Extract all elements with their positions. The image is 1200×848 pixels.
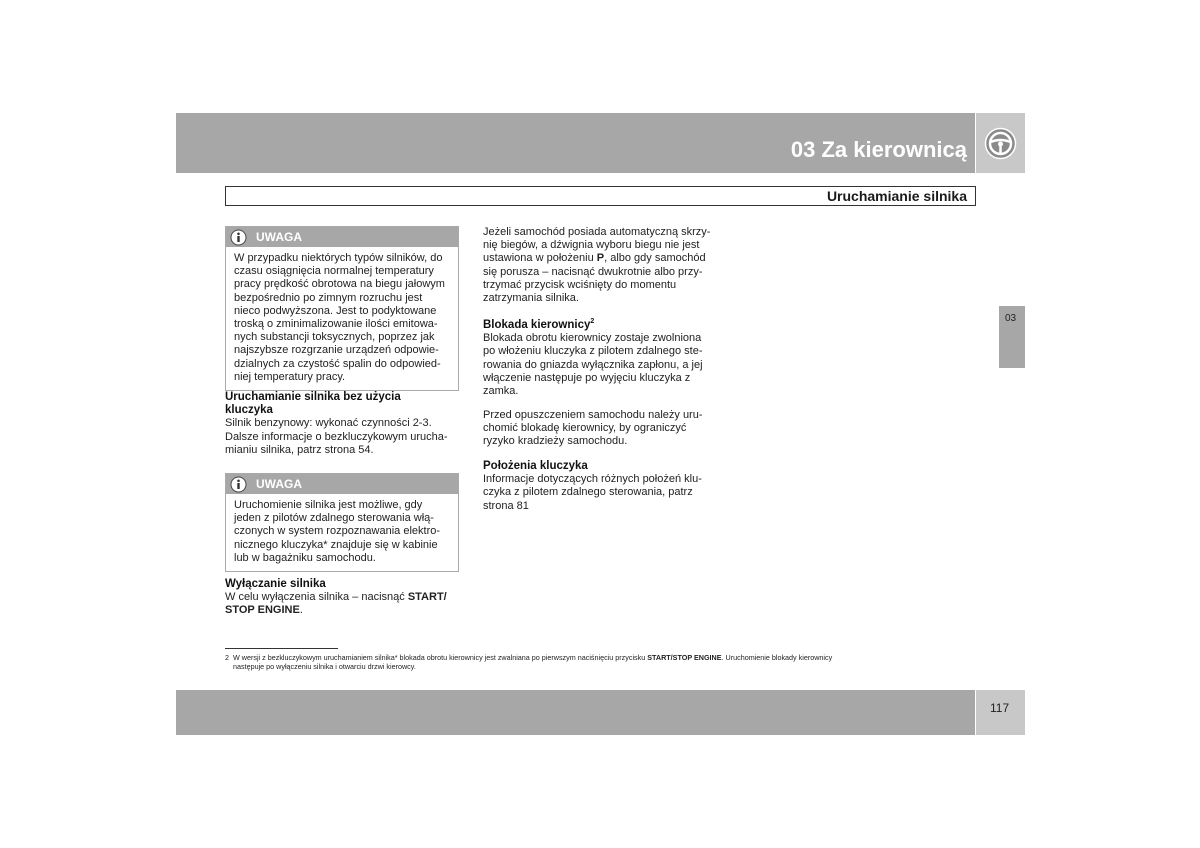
footnote [225, 653, 975, 671]
text-line: zatrzymania silnika. [483, 292, 579, 305]
section-heading: kluczyka [225, 404, 273, 417]
text-line: strona 81 [483, 499, 529, 512]
text-line: dzialnych za czystość spalin do odpowied- [234, 357, 441, 370]
text-line: Silnik benzynowy: wykonać czynności 2-3. [225, 417, 432, 430]
text-line: Uruchomienie silnika jest możliwe, gdy [234, 499, 423, 511]
text-line: mianiu silnika, patrz strona 54. [225, 443, 374, 456]
text-line: ryzyko kradzieży samochodu. [483, 435, 628, 448]
text-line: nię biegów, a dźwignia wyboru biegu nie jest [483, 239, 700, 252]
text-line: się porusza – nacisnąć dwukrotnie albo przy- [483, 265, 703, 278]
chapter-title: 03 Za kierownicą [790, 137, 967, 162]
text-line: W przypadku niektórych typów silników, do [234, 252, 443, 264]
info-icon [230, 229, 247, 246]
footnote-divider [225, 648, 338, 649]
steering-wheel-icon [984, 127, 1017, 160]
text-line: włączenie następuje po wyjęciu kluczyka z [483, 371, 691, 384]
text-line: czasu osiągnięcia normalnej temperatury [234, 265, 434, 278]
warning-box-1 [225, 226, 459, 391]
section-heading: Położenia kluczyka [483, 460, 588, 472]
side-chapter-tab[interactable] [999, 306, 1025, 368]
footnote-ref[interactable]: 2 [590, 318, 595, 326]
warning-label: UWAGA [256, 477, 302, 491]
key-positions-section [483, 460, 723, 513]
text-line: ustawiona w położeniu P, albo gdy samochód [483, 252, 706, 265]
text-line: pracy prędkość obrotowa na biegu jałowym [234, 278, 445, 291]
section-heading: Wyłączanie silnika [225, 578, 326, 590]
page-number: 117 [990, 701, 1010, 715]
warning-header [226, 227, 458, 247]
keyless-start-section [225, 391, 465, 457]
warning-box-2 [225, 473, 459, 572]
text-line: Blokada obrotu kierownicy zostaje zwolniona [483, 332, 702, 345]
chapter-header [176, 113, 975, 173]
text-line: jeden z pilotów zdalnego sterowania włą- [234, 512, 434, 525]
text-line: po włożeniu kluczyka z pilotem zdalnego ste- [483, 345, 703, 358]
text-line: W celu wyłączenia silnika – nacisnąć START/ [225, 591, 447, 604]
before-leaving-paragraph [483, 409, 723, 449]
footnote-line: 2 W wersji z bezkluczykowym uruchamianiem silnika* blokada obrotu kierownicy jest zwalniana po pierwszym naciśnięciu przycisku START/STOP ENGINE. Uruchomienie blokady kierownicy [225, 653, 833, 662]
section-title: Uruchamianie silnika [826, 188, 967, 204]
text-line: zamka. [483, 385, 519, 398]
text-line: Dalsze informacje o bezkluczykowym urucha- [225, 430, 448, 443]
chapter-icon-box [976, 113, 1025, 173]
text-line: czonych w system rozpoznawania elektro- [234, 525, 441, 538]
text-line: chomić blokadę kierownicy, by ograniczyć [483, 422, 687, 435]
section-bar [225, 186, 976, 206]
steering-lock-section [483, 319, 723, 398]
text-line: bezpośrednio po zimnym rozruchu jest [234, 291, 423, 304]
warning-label: UWAGA [256, 230, 302, 244]
footer-band [176, 690, 975, 735]
text-line: czyka z pilotem zdalnego sterowania, patrz [483, 486, 693, 499]
warning-header [226, 474, 458, 494]
text-line: lub w bagażniku samochodu. [234, 551, 376, 564]
text-line: trzymać przycisk wciśnięty do momentu [483, 278, 677, 291]
footnote-line: następuje po wyłączeniu silnika i otwarciu drzwi kierowcy. [233, 662, 416, 671]
text-line: nieco podwyższona. Jest to podyktowane [234, 304, 437, 317]
text-line: STOP ENGINE. [225, 604, 303, 617]
text-line: Jeżeli samochód posiada automatyczną skrzy- [483, 226, 711, 238]
text-line: Informacje dotyczących różnych położeń klu- [483, 473, 702, 486]
footnote-number: 2 [225, 653, 229, 662]
info-icon [230, 476, 247, 493]
text-line: najszybsze rozgrzanie urządzeń odpowie- [234, 344, 439, 357]
text-line: niej temperatury pracy. [234, 370, 346, 383]
auto-gearbox-paragraph [483, 226, 723, 305]
warning-body [226, 247, 458, 390]
text-line: rowania do gniazda wyłącznika zapłonu, a jej [483, 358, 703, 371]
page-number-box [976, 690, 1025, 735]
section-heading: Uruchamianie silnika bez użycia [225, 391, 401, 403]
text-line: troską o zminimalizowanie ilości emitowa- [234, 318, 438, 331]
warning-body [226, 494, 458, 571]
text-line: nicznego kluczyka* znajduje się w kabinie [234, 538, 438, 551]
side-tab-label: 03 [1005, 313, 1017, 324]
engine-off-section [225, 578, 465, 618]
text-line: Przed opuszczeniem samochodu należy uru- [483, 409, 703, 421]
section-heading: Blokada kierownicy$^2$ [483, 318, 595, 331]
text-line: nych substancji toksycznych, poprzez jak [234, 331, 435, 344]
